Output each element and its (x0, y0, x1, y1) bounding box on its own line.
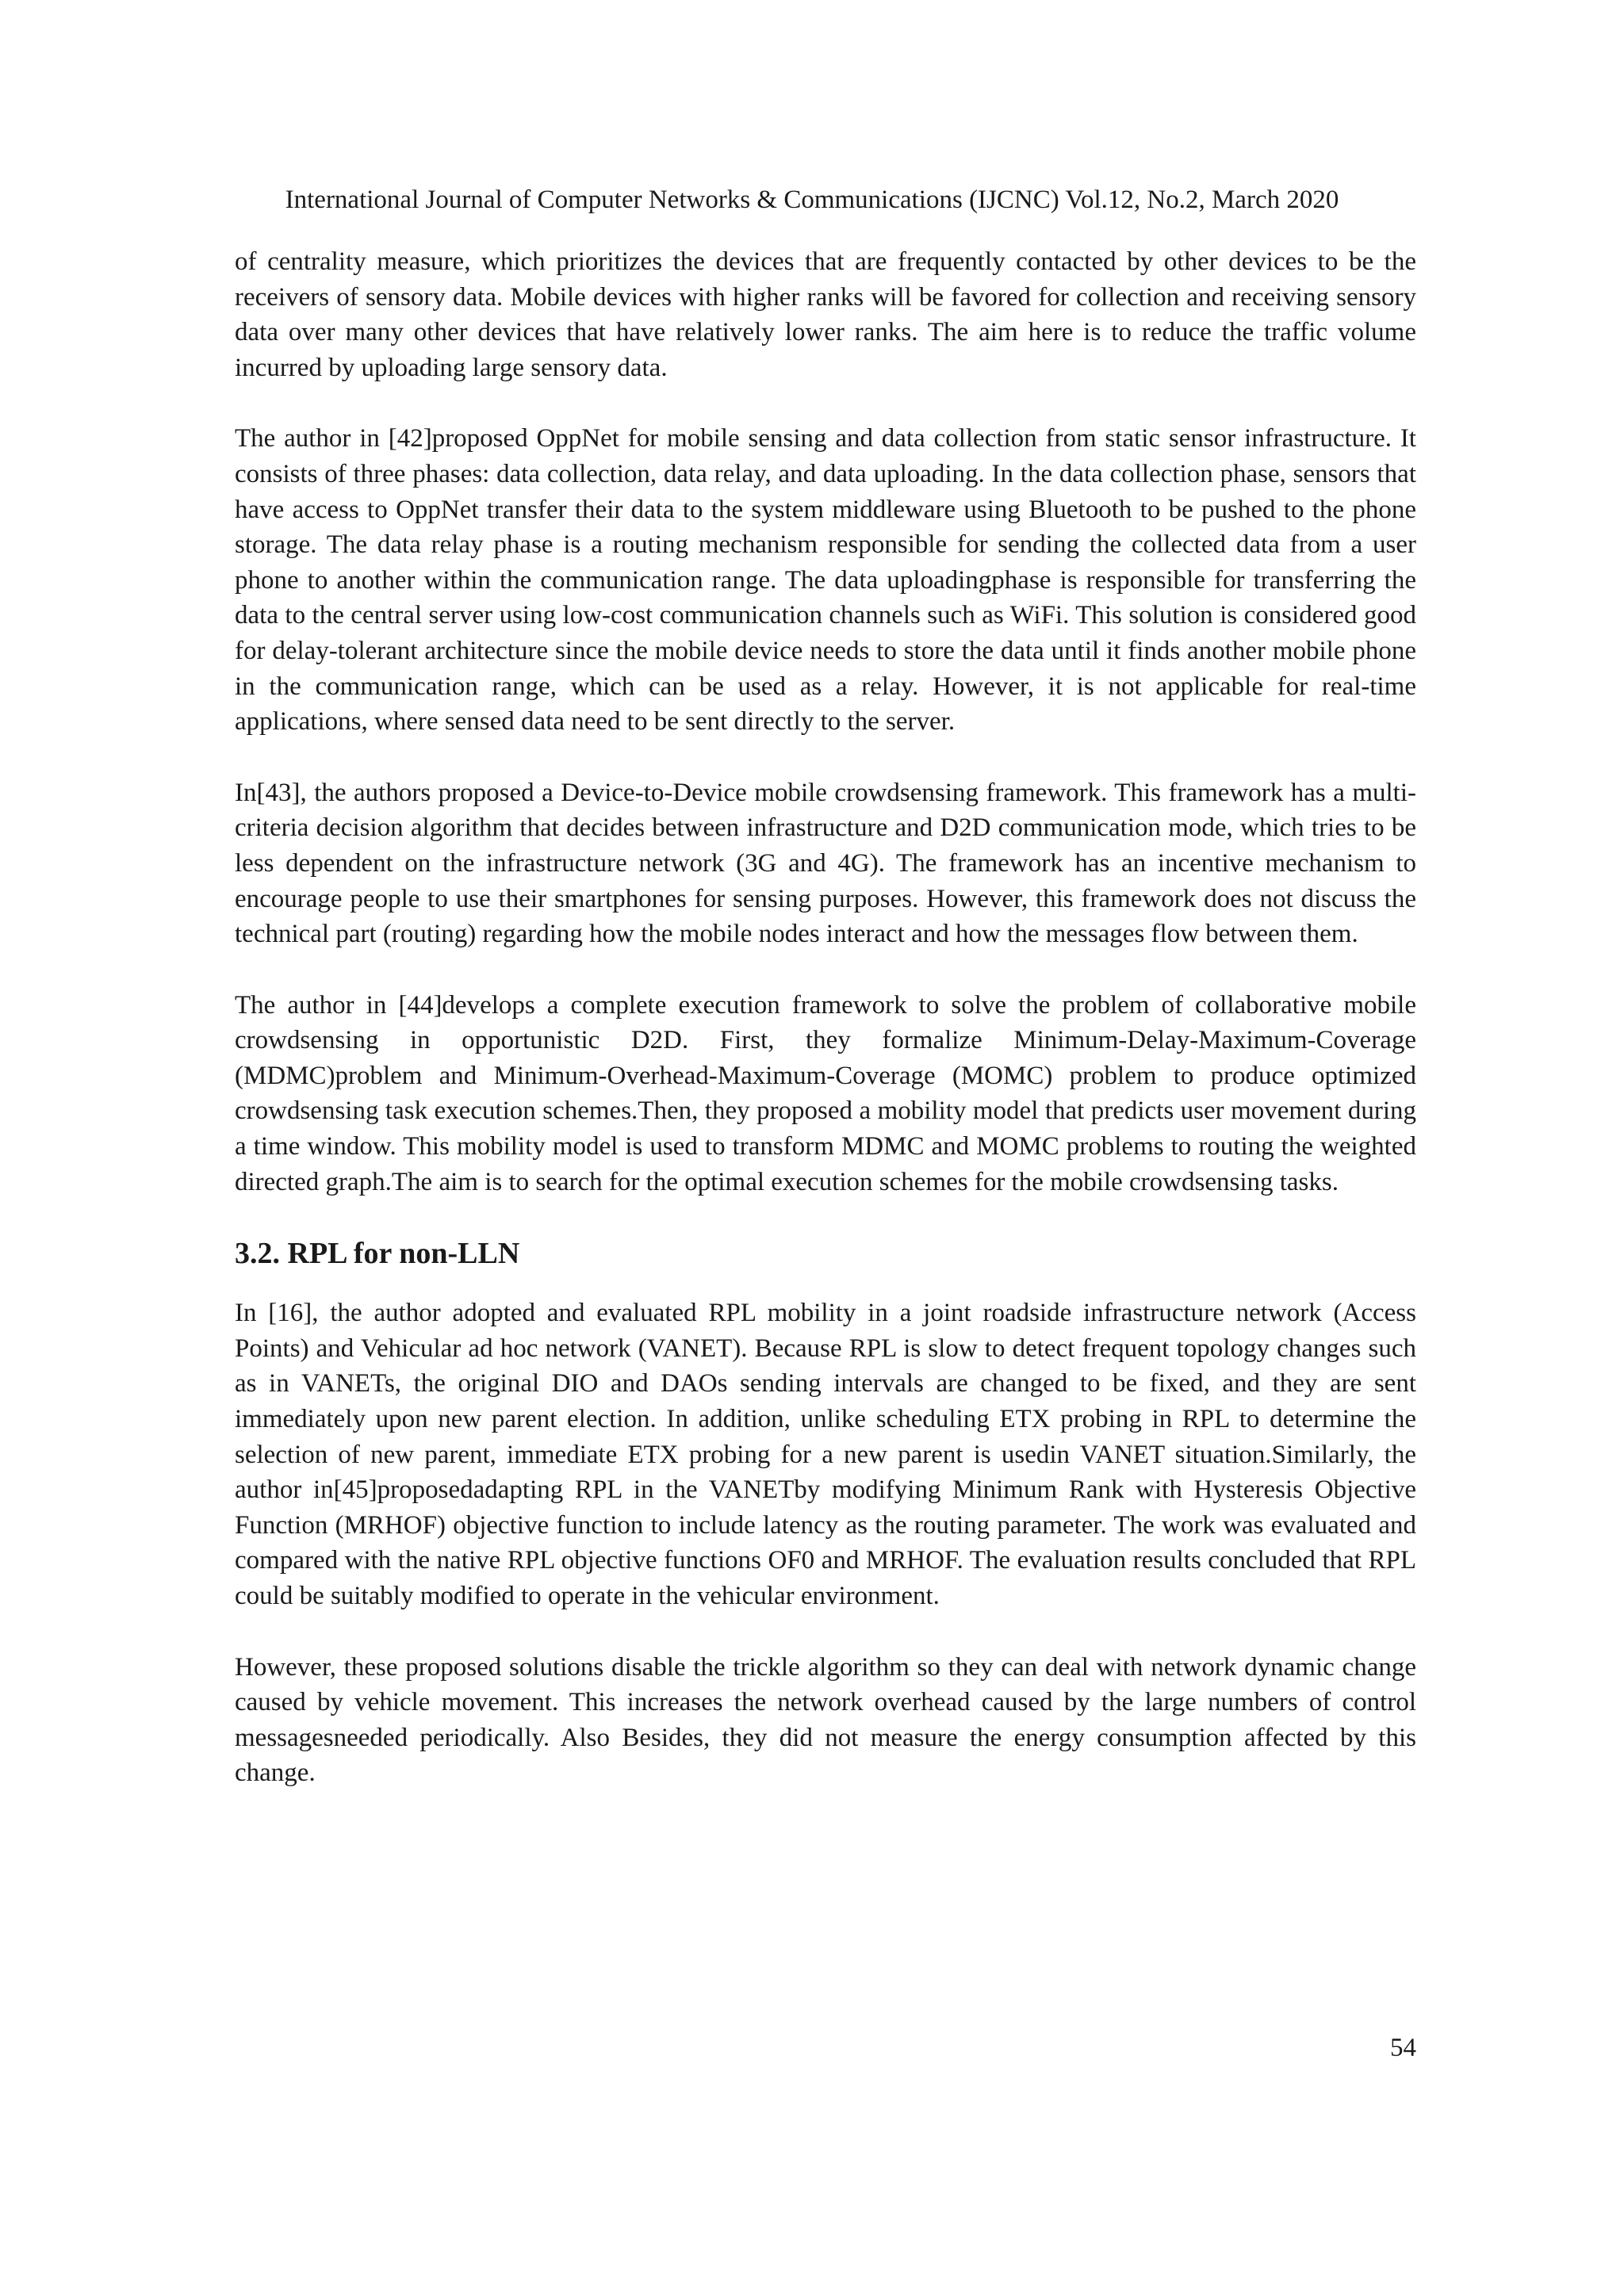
section-paragraph-1: In [16], the author adopted and evaluated RPL mobility in a joint roadside infrastructure network (Access Points) and Vehicular ad hoc network (VANET). Because RPL is slow to detect frequent topology changes such as in VANETs, the original DIO and DAOs sending intervals are changed to be fixed, and they are sent immediately upon new parent election. In addition, unlike scheduling ETX probing in RPL to determine the selection of new parent, immediate ETX probing for a new parent is usedin VANET situation.Similarly, the author in[45]proposedadapting RPL in the VANETby modifying Minimum Rank with Hysteresis Objective Function (MRHOF) objective function to include latency as the routing parameter. The work was evaluated and compared with the native RPL objective functions OF0 and MRHOF. The evaluation results concluded that RPL could be suitably modified to operate in the vehicular environment. (235, 1299, 1416, 1610)
body-paragraph-3: In[43], the authors proposed a Device-to-Device mobile crowdsensing framework. This framework has a multi-criteria decision algorithm that decides between infrastructure and D2D communication mode, which tries to be less dependent on the infrastructure network (3G and 4G). The framework has an incentive mechanism to encourage people to use their smartphones for sensing purposes. However, this framework does not discuss the technical part (routing) regarding how the mobile nodes interact and how the messages flow between them. (235, 778, 1416, 949)
section-heading: 3.2. RPL for non-LLN (235, 1237, 520, 1271)
running-header: International Journal of Computer Networks & Communications (IJCNC) Vol.12, No.2, March 2020 (285, 186, 1339, 214)
body-paragraph-4: The author in [44]develops a complete execution framework to solve the problem of collaborative mobile crowdsensing in opportunistic D2D. First, they formalize Minimum-Delay-Maximum-Coverage (MDMC)problem and Minimum-Overhead-Maximum-Coverage (MOMC) problem to produce optimized crowdsensing task execution schemes.Then, they proposed a mobility model that predicts user movement during a time window. This mobility model is used to transform MDMC and MOMC problems to routing the weighted directed graph.The aim is to search for the optimal execution schemes for the mobile crowdsensing tasks. (235, 990, 1416, 1196)
body-paragraph-2: The author in [42]proposed OppNet for mobile sensing and data collection from static sensor infrastructure. It consists of three phases: data collection, data relay, and data uploading. In the data collection phase, sensors that have access to OppNet transfer their data to the system middleware using Bluetooth to be pushed to the phone storage. The data relay phase is a routing mechanism responsible for sending the collected data from a user phone to another within the communication range. The data uploadingphase is responsible for transferring the data to the central server using low-cost communication channels such as WiFi. This solution is considered good for delay-tolerant architecture since the mobile device needs to store the data until it finds another mobile phone in the communication range, which can be used as a relay. However, it is not applicable for real-time applications, where sensed data need to be sent directly to the server. (235, 424, 1416, 737)
page-body (235, 244, 1416, 1827)
page-number: 54 (1390, 2034, 1416, 2062)
section-paragraph-2: However, these proposed solutions disable the trickle algorithm so they can deal with network dynamic change caused by vehicle movement. This increases the network overhead caused by the large numbers of control messagesneeded periodically. Also Besides, they did not measure the energy consumption affected by this change. (235, 1652, 1416, 1788)
body-paragraph-1: of centrality measure, which prioritizes the devices that are frequently contacted by other devices to be the receivers of sensory data. Mobile devices with higher ranks will be favored for collection and receiving sensory data over many other devices that have relatively lower ranks. The aim here is to reduce the traffic volume incurred by uploading large sensory data. (235, 247, 1416, 382)
